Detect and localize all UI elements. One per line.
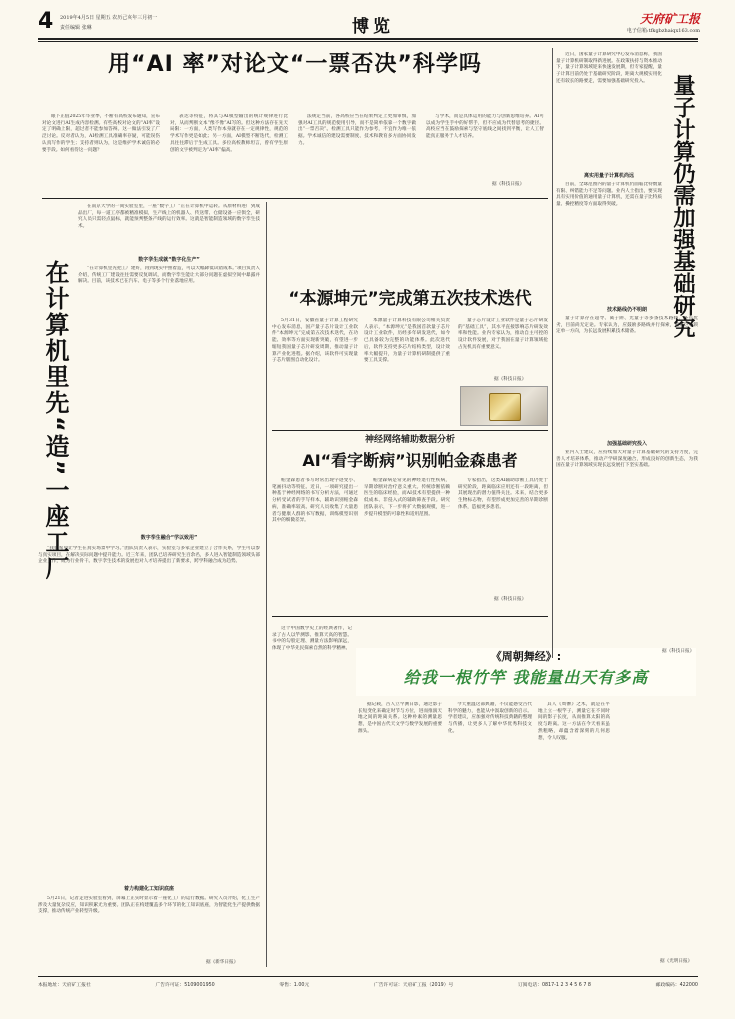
article-ai-rate-byline: 据《科技日报》 <box>492 182 525 187</box>
weekly-promo-col2: 据记载，古人立竿测日影，通过影子长短变化来确定时节与方位，进而推演天地之间的距离关系。这种朴素的测量思想，是中国古代天文学与数学发展的重要源头。 <box>358 702 442 734</box>
article-quantum-research-subhead-1: 离实用量子计算机尚远 <box>583 173 634 179</box>
article-digital-twin-body-1: “在计算机里先把工厂建好，再到现实中照着造，可以大幅降低试错成本。”项目负责人介绍，传统工厂建设往往需要反复调试，而数字孪生能让大部分问题在虚拟空间中暴露并解决。目前，该技术已在汽车、电子等多个行业落地应用。 <box>78 266 260 285</box>
article-quantum-research <box>556 48 698 658</box>
date-line: 2019年4月5日 星期五 农历己亥年三月初一 <box>60 15 158 21</box>
article-digital-twin-lead: 在南京大学的一间实验室里，一座“数字工厂”正在计算机中运转。从原材料进厂到成品出厂，每一道工序都被精准模拟，生产线上的机器人、传送带、仓储设备一应俱全，研究人员只需轻点鼠标，就能预判整条产线的运行效率。这就是智能制造领域的数字孪生技术。 <box>78 204 260 230</box>
article-digital-twin-subhead-1: 数字孪生成就“数字化生产” <box>138 257 200 263</box>
article-quantum-software-byline: 据《科技日报》 <box>494 377 527 382</box>
article-quantum-software-col3: 量子芯片设计工业软件是量子芯片研发的“基础工具”，其水平直接影响芯片研发效率和性能。业内专家认为，推动自主可控的设计软件发展，对于我国在量子计算领域抢占先机具有重要意义。 <box>458 318 548 350</box>
divider-top <box>42 198 548 199</box>
footer-item: 邮政编码：422000 <box>655 983 698 988</box>
divider-mid-1 <box>272 430 548 431</box>
article-digital-twin-headline: 在计算机里先“造”一座工厂 <box>41 260 69 582</box>
footer <box>38 981 698 991</box>
article-quantum-research-subhead-2: 技术路线仍不明朗 <box>606 307 647 313</box>
promo-slogan: 给我一根竹竿 我能量出天有多高 <box>403 668 649 687</box>
header-rule-thin <box>38 41 698 42</box>
weekly-promo-byline: 据《光明日报》 <box>660 959 693 964</box>
section-title: 博览 <box>352 17 394 37</box>
article-digital-twin-body-2: “我们希望让学生在真实场景中学习。”团队负责人表示，实验室与多家企业建立了合作关系，学生可以参与真实项目，在解决实际问题中提升能力。近三年来，团队已培养研究生百余名，多人进入智能制造领域头部企业工作，成为行业骨干。数字孪生技术的发展也对人才培养提出了新要求，跨学科融合成为趋势。 <box>38 546 260 565</box>
article-ai-handwriting-byline: 据《科技日报》 <box>494 597 527 602</box>
article-quantum-software-headline: “本源坤元”完成第五次技术迭代 <box>288 289 532 309</box>
article-ai-rate-col4: 与学术，而是具体运用的能力与创新思维培养。AI可以成为学生手中的好帮手，但不应成为代替思考的捷径。高校应当在鼓励探索与坚守底线之间找到平衡，让人工智能真正服务于人才培养。 <box>426 114 544 140</box>
weekly-promo <box>272 620 698 970</box>
article-digital-twin <box>38 200 263 970</box>
article-quantum-research-body-3: 业内人士建议，应持续加大对量子计算基础研究的支持力度，完善人才培养体系，推动产学研深度融合，形成良好的创新生态，为我国在量子计算领域实现长远发展打下坚实基础。 <box>556 450 698 469</box>
brand-logo: 天府矿工报 <box>639 12 700 26</box>
article-ai-rate-headline: 用“AI 率”对论文“一票否决”科学吗 <box>108 52 482 77</box>
header-rule <box>38 38 698 40</box>
article-quantum-research-body-1: 目前，全球范围内的量子计算机仍面临比特数量有限、纠错能力不足等问题。业内人士指出，要实现具有实用价值的通用量子计算机，还需在量子比特质量、操控精度等方面取得突破。 <box>556 182 662 208</box>
footer-item: 广告许可证：5109001950 <box>155 983 215 988</box>
article-digital-twin-subhead-2: 数字孪生融合“学以致用” <box>140 535 198 541</box>
article-quantum-research-headline: 量子计算仍需加强基础研究 <box>670 74 695 338</box>
article-ai-rate-col3: 法规定当前，各高校应当在结果判定上更加审慎，加强对AI工具的规范使用引导，而不是简单依靠一个数字做出“一票否决”。检测工具只能作为参考，不宜作为唯一依据。学术诚信的建设需要制度、技术和教育多方面协同发力。 <box>298 114 416 146</box>
divider-right <box>552 48 553 658</box>
article-quantum-research-byline: 据《科技日报》 <box>662 649 695 654</box>
divider-mid-2 <box>272 616 548 617</box>
article-ai-handwriting-headline: AI“看字断病”识别帕金森患者 <box>302 451 518 470</box>
footer-item: 本报地址：天府矿工报社 <box>38 983 91 988</box>
article-quantum-research-subhead-3: 加强基础研究投入 <box>606 441 647 447</box>
article-digital-twin-subhead-3: 着力构建化工知识底座 <box>123 886 174 892</box>
article-ai-rate-col2: 表达等特征，将其与AI模型输出的统计规律进行比对，从而判断文本“像不像”AI写的。但这种方法存在先天局限：一方面，人类写作本身就存在一定规律性，规范的学术写作更是如此；另一方面，AI模型不断迭代，检测工具往往滞后于生成工具。多位高校教师坦言，曾有学生原创的文字被判定为“AI率”偏高。 <box>170 114 288 153</box>
footer-item: 订阅电话：0817-1 2 3 4 5 6 7 8 <box>517 983 591 988</box>
editor-line: 责任编辑 张琳 <box>60 25 92 31</box>
article-ai-rate <box>42 48 548 198</box>
footer-item: 广告许可证：天府矿工报（2019）号 <box>373 983 454 988</box>
promo-box-title: 《周朝舞经》: <box>490 650 562 663</box>
footer-rule <box>38 976 698 977</box>
page-number: 4 <box>38 9 54 34</box>
weekly-promo-col1: 这个中国数学史上的经典著作，记录了古人以竿测影、推算天高的智慧。书中的勾股定理、测量方法影响深远，体现了中华先民探索自然的科学精神。 <box>272 626 352 652</box>
article-quantum-software-col1: 5月31日，安徽省量子计算工程研究中心发布消息，国产量子芯片设计工业软件“本源坤元”完成第五次技术迭代，在功能、效率等方面实现新突破，有望进一步缩短我国量子芯片研发周期，推动量子计算产业化进程。据介绍，该软件可实现量子芯片版图自动化设计。 <box>272 318 358 364</box>
quantum-chip-photo <box>460 386 548 426</box>
article-quantum-software <box>272 200 548 428</box>
email-label: 电子信箱: <box>626 28 649 34</box>
weekly-promo-col5: 其人《周髀》之术，就是在平地上立一根竿子，测量它在不同时间的影子长度，从而推算太阳的高度与距离。这一方法在今天看来虽然粗略，却蕴含着深刻的几何思想，令人叹服。 <box>538 702 610 741</box>
chip-icon <box>489 393 521 421</box>
article-ai-handwriting-col2: 帕金森病是常见的神经退行性疾病，早期诊断对治疗意义重大。传统诊断依赖医生的临床经验，而AI技术有望提供一种低成本、非侵入式的辅助筛查手段。研究团队表示，下一步将扩大数据规模，进一步提升模型的可靠性和适用范围。 <box>364 478 450 517</box>
article-digital-twin-byline: 据《新华日报》 <box>206 960 239 965</box>
article-digital-twin-body-3: 5月21日，记者走进实验室看到，屏幕上正实时显示着一座化工厂的运行数据。研究人员介绍，化工生产涉及大量复杂反应，知识积累尤为重要。团队正在构建覆盖多个环节的化工知识底座，为智能化生产提供数据支撑，推动传统产业转型升级。 <box>38 896 260 915</box>
article-ai-handwriting-col3: 专家指出，这类AI辅助诊断工具仍处于研究阶段，距离临床应用还有一段距离，但其展现出的潜力值得关注。未来，结合更多生物标志物，有望形成更加完善的早期诊断体系，造福更多患者。 <box>458 478 548 510</box>
article-quantum-research-body-2: 量子计算存在超导、离子阱、光量子等多条技术路线，各有优劣，目前尚无定论。专家认为，应鼓励多路线并行探索，避免过早锁定单一方向，为长远发展积累技术储备。 <box>556 316 698 335</box>
article-quantum-software-col2: 本源量子计算科技有限公司相关负责人表示，“本源坤元”是我国首款量子芯片设计工业软件，历经多年研发迭代，如今已具备较为完整的功能体系。此次迭代后，软件支持更多芯片结构类型，设计效率大幅提升，为量子计算机研制提供了重要工具支撑。 <box>364 318 450 364</box>
divider-left <box>266 202 267 967</box>
email-address: tfkgbzhaiqx163.com <box>648 28 700 34</box>
footer-item: 零售：1.00元 <box>279 983 310 988</box>
article-ai-handwriting <box>272 432 548 612</box>
email-line <box>598 27 700 34</box>
masthead <box>38 10 698 40</box>
article-ai-handwriting-col1: 帕金森患者书写时常出现字迹变小、笔画抖动等特征。近日，一项研究提出一种基于神经网络的书写分析方法，可通过分析受试者的手写样本，辅助识别帕金森病，准确率较高。研究人员收集了大量患者与健康人群的书写数据，训练模型识别其中的细微差异。 <box>272 478 358 524</box>
weekly-promo-col3: 今天重温这部典籍，不仅能感受古代科学的魅力，也能从中汲取创新的启示。学者建议，应加强对传统科技典籍的整理与传播，让更多人了解中华优秀科技文化。 <box>448 702 532 734</box>
article-quantum-research-lead: 近日，国家量子计算研究中心发布消息称，我国量子计算机研制取得新进展。在政策扶持与资本推动下，量子计算领域迎来快速发展期，但专家提醒，量子计算目前仍处于基础研究阶段，距离大规模实用化还有较长的路要走，需要加强基础研究投入。 <box>556 52 662 84</box>
article-ai-rate-col1: 眼下正值2025年毕业季，不断有高校发布通知，宣布对论文进行AI生成内容检测。有些高校对论文的“AI率”设定了明确上限，超过者不能参加答辩。这一做法引发了广泛讨论。反对者认为，AI检测工具准确率存疑，可能误伤认真写作的学生；支持者则认为，这是维护学术诚信的必要手段。如何看待这一问题？ <box>42 114 160 153</box>
article-ai-handwriting-kicker: 神经网络辅助数据分析 <box>364 435 455 445</box>
